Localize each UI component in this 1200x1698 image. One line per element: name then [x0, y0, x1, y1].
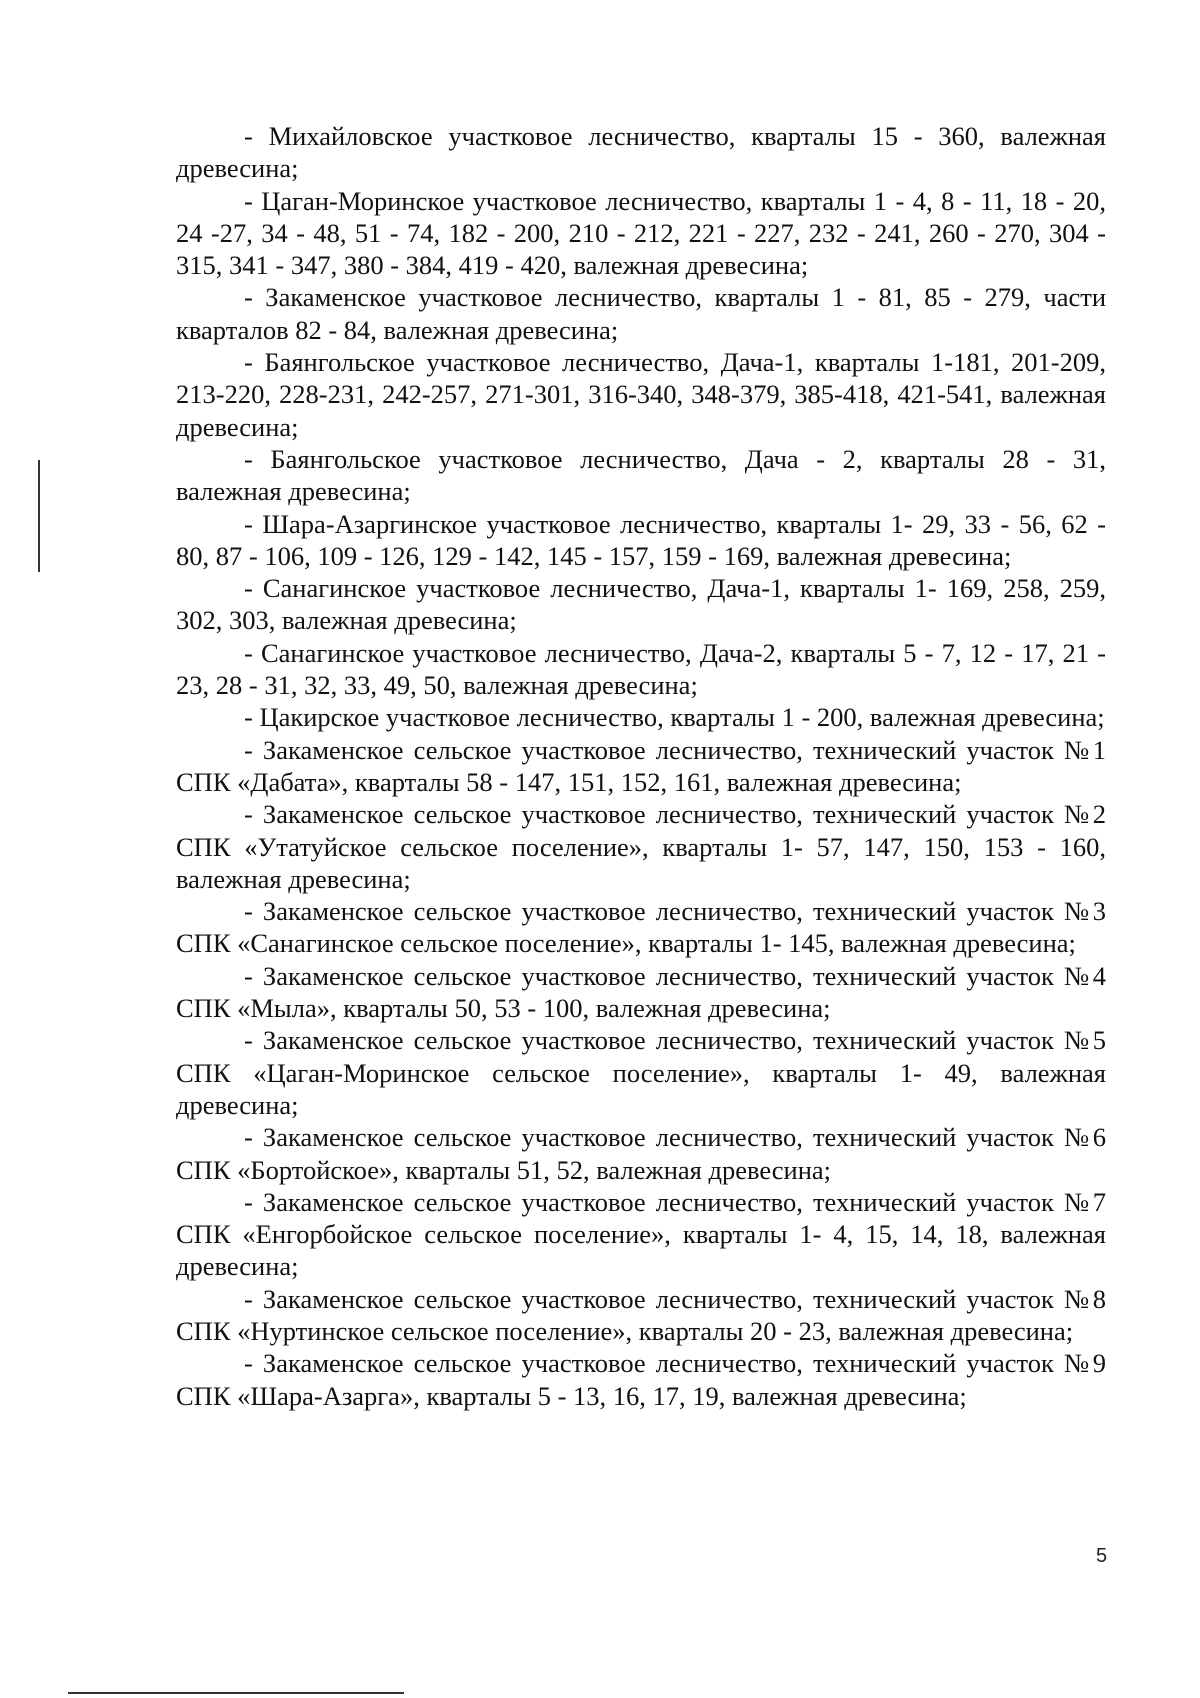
paragraph: - Баянгольское участковое лесничество, Дача-1, кварталы 1-181, 201-209, 213-220, 228-231, 242-257, 271-301, 316-340, 348-379, 385-418, 421-541, валежная древесина;: [176, 347, 1106, 442]
paragraph: - Санагинское участковое лесничество, Дача-2, кварталы 5 - 7, 12 - 17, 21 - 23, 28 - 31, 32, 33, 49, 50, валежная древесина;: [176, 637, 1106, 701]
paragraph: - Закаменское сельское участковое лесничество, технический участок №1 СПК «Дабата», кварталы 58 - 147, 151, 152, 161, валежная древесина;: [176, 734, 1106, 797]
footer-rule: [68, 1692, 404, 1694]
paragraph: - Закаменское сельское участковое лесничество, технический участок №6 СПК «Бортойское», кварталы 51, 52, валежная древесина;: [176, 1122, 1106, 1185]
paragraph: - Баянгольское участковое лесничество, Дача - 2, кварталы 28 - 31, валежная древесина;: [176, 443, 1106, 507]
paragraph: - Цаган-Моринское участковое лесничество, кварталы 1 - 4, 8 - 11, 18 - 20, 24 -27, 34 - 48, 51 - 74, 182 - 200, 210 - 212, 221 - 227, 232 - 241, 260 - 270, 304 - 315, 341 - 347, 380 - 384, 419 - 420, валежная древесина;: [176, 185, 1106, 281]
paragraph: - Цакирское участковое лесничество, кварталы 1 - 200, валежная древесина;: [244, 702, 1105, 733]
paragraph: - Закаменское сельское участковое лесничество, технический участок №7 СПК «Енгорбойское сельское поселение», кварталы 1- 4, 15, 14, 18, валежная древесина;: [176, 1186, 1106, 1282]
paragraph: - Закаменское сельское участковое лесничество, технический участок №5 СПК «Цаган-Моринское сельское поселение», кварталы 1- 49, валежная древесина;: [176, 1025, 1106, 1120]
paragraph: - Закаменское сельское участковое лесничество, технический участок №9 СПК «Шара-Азарга», кварталы 5 - 13, 16, 17, 19, валежная древесина;: [176, 1348, 1106, 1411]
paragraph: - Закаменское сельское участковое лесничество, технический участок №8 СПК «Нуртинское сельское поселение», кварталы 20 - 23, валежная древесина;: [176, 1283, 1106, 1346]
paragraph: - Закаменское сельское участковое лесничество, технический участок №2 СПК «Утатуйское сельское поселение», кварталы 1- 57, 147, 150, 153 - 160, валежная древесина;: [176, 799, 1106, 894]
page-number: 5: [1096, 1545, 1108, 1567]
paragraph: - Шара-Азаргинское участковое лесничество, кварталы 1- 29, 33 - 56, 62 - 80, 87 - 106, 109 - 126, 129 - 142, 145 - 157, 159 - 169, валежная древесина;: [176, 508, 1106, 571]
paragraph: - Михайловское участковое лесничество, кварталы 15 - 360, валежная древесина;: [176, 121, 1106, 184]
margin-mark: [38, 460, 40, 572]
paragraph: - Закаменское сельское участковое лесничество, технический участок №4 СПК «Мыла», кварталы 50, 53 - 100, валежная древесина;: [176, 960, 1106, 1024]
paragraph: - Санагинское участковое лесничество, Дача-1, кварталы 1- 169, 258, 259, 302, 303, валежная древесина;: [176, 573, 1106, 636]
paragraph: - Закаменское сельское участковое лесничество, технический участок №3 СПК «Санагинское сельское поселение», кварталы 1- 145, валежная древесина;: [176, 896, 1106, 959]
document-body: [176, 120, 1106, 1412]
paragraph: - Закаменское участковое лесничество, кварталы 1 - 81, 85 - 279, части кварталов 82 - 84, валежная древесина;: [176, 282, 1106, 345]
